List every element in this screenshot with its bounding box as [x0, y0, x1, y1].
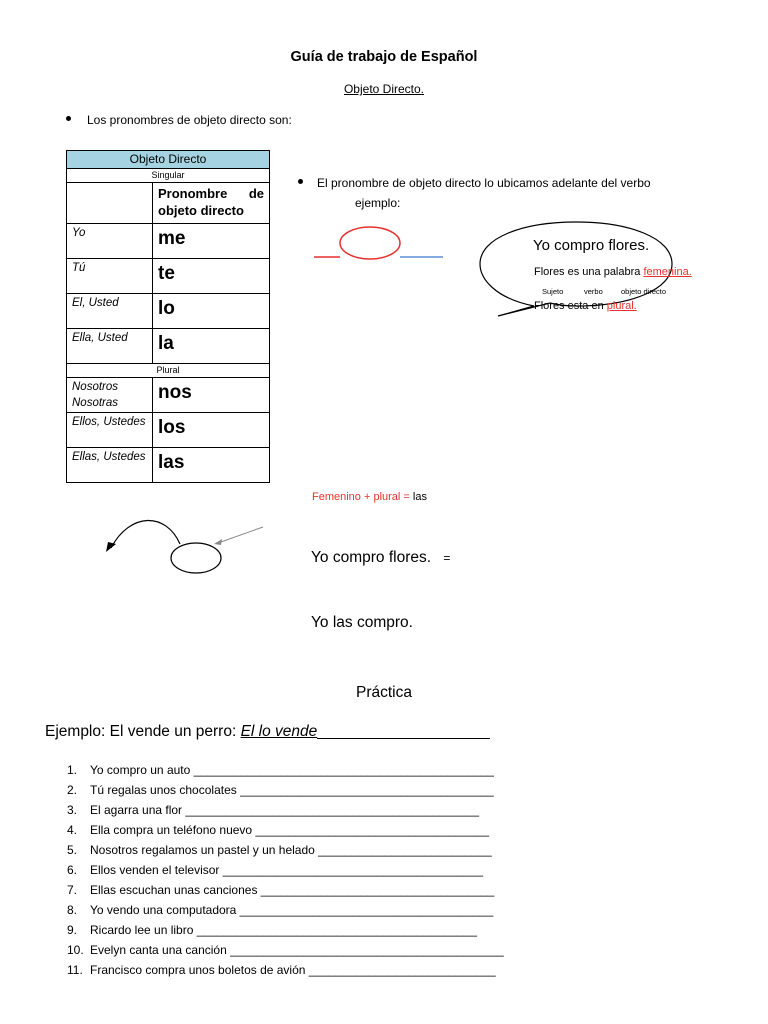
- exercise-item: [67, 840, 504, 860]
- table-row: [67, 413, 270, 448]
- table-empty-cell: [67, 183, 153, 224]
- rule-result: las: [412, 491, 427, 503]
- exercise-number: 8.: [67, 903, 78, 917]
- pronoun-cell: te: [153, 259, 270, 294]
- exercise-text: Ellas escuchan unas canciones ___________________________________: [90, 883, 495, 897]
- exercise-number: 3.: [67, 803, 78, 817]
- exercise-list: [67, 760, 504, 980]
- placement-example-label: ejemplo:: [355, 196, 401, 210]
- bubble-line1: [534, 266, 692, 278]
- bullet-icon: [66, 116, 71, 121]
- arrowhead-icon: [106, 542, 116, 552]
- subject-cell: Nosotros Nosotras: [67, 378, 153, 413]
- exercise-item: [67, 880, 504, 900]
- exercise-number: 9.: [67, 923, 78, 937]
- exercise-text: Francisco compra unos boletos de avión ____________________________: [90, 963, 496, 977]
- table-row: [67, 294, 270, 329]
- table-row: [67, 378, 270, 413]
- exercise-item: [67, 820, 504, 840]
- bubble-line2-text: Flores esta en: [534, 300, 607, 312]
- pronoun-cell: las: [153, 448, 270, 483]
- pronoun-cell: lo: [153, 294, 270, 329]
- exercise-number: 11.: [67, 963, 83, 977]
- exercise-number: 5.: [67, 843, 78, 857]
- pronoun-move-diagram: [100, 512, 270, 578]
- placement-bullet: [298, 176, 651, 190]
- exercise-number: 2.: [67, 783, 78, 797]
- exercise-number: 6.: [67, 863, 78, 877]
- subject-cell: Ellos, Ustedes: [67, 413, 153, 448]
- table-row: [67, 259, 270, 294]
- exercise-item: [67, 900, 504, 920]
- page-subtitle: Objeto Directo.: [343, 82, 425, 96]
- exercise-item: [67, 760, 504, 780]
- model-answer: El lo vende: [240, 723, 318, 740]
- subject-cell: Tú: [67, 259, 153, 294]
- equals-sign: =: [443, 551, 451, 565]
- bubble-sentence: Yo compro flores.: [533, 237, 650, 254]
- plural-label: Plural: [67, 364, 270, 378]
- exercise-text: Evelyn canta una canción _________________________________________: [90, 943, 504, 957]
- pronoun-table: [66, 150, 270, 483]
- pronoun-cell: me: [153, 224, 270, 259]
- placement-bullet-text: El pronombre de objeto directo lo ubicamos adelante del verbo: [317, 176, 651, 190]
- table-header: Objeto Directo: [67, 151, 270, 169]
- exercise-text: Ricardo lee un libro __________________________________________: [90, 923, 478, 937]
- exercise-item: [67, 920, 504, 940]
- subject-cell: Ellas, Ustedes: [67, 448, 153, 483]
- table-row: [67, 329, 270, 364]
- bubble-line2: [534, 300, 637, 312]
- table-row: [67, 224, 270, 259]
- bubble-line1-highlight: femenina.: [643, 266, 692, 278]
- exercise-item: [67, 940, 504, 960]
- intro-bullet: [66, 113, 292, 127]
- rule-highlight: Femenino + plural =: [312, 491, 410, 503]
- exercise-text: Yo vendo una computadora ______________________________________: [90, 903, 494, 917]
- practice-title: Práctica: [356, 684, 412, 701]
- exercise-number: 4.: [67, 823, 78, 837]
- pronoun-cell: nos: [153, 378, 270, 413]
- example-sentence-text: Yo compro flores.: [311, 549, 432, 566]
- exercise-item: [67, 960, 504, 980]
- exercise-text: Ellos venden el televisor _______________________________________: [90, 863, 484, 877]
- exercise-number: 7.: [67, 883, 78, 897]
- intro-bullet-text: Los pronombres de objeto directo son:: [87, 113, 292, 127]
- pointer-arrow: [218, 527, 263, 543]
- exercise-item: [67, 860, 504, 880]
- bullet-icon: [298, 179, 303, 184]
- exercise-text: Yo compro un auto _____________________________________________: [90, 763, 494, 777]
- exercise-item: [67, 800, 504, 820]
- subject-cell: Yo: [67, 224, 153, 259]
- singular-label: Singular: [67, 169, 270, 183]
- subject-cell: El, Usted: [67, 294, 153, 329]
- model-prefix: Ejemplo: El vende un perro:: [45, 723, 241, 740]
- pronoun-cell: los: [153, 413, 270, 448]
- bubble-line2-highlight: plural.: [606, 300, 637, 312]
- curved-arrow: [111, 520, 180, 548]
- bubble-label-verb: verbo: [584, 287, 603, 296]
- model-blank: ____________________: [317, 723, 490, 740]
- exercise-text: Tú regalas unos chocolates ______________________________________: [90, 783, 494, 797]
- pointer-arrowhead-icon: [214, 539, 222, 545]
- model-example: [45, 723, 490, 741]
- bubble-label-subject: Sujeto: [542, 287, 564, 296]
- bubble-line1-text: Flores es una palabra: [534, 266, 644, 278]
- gender-number-rule: [312, 491, 427, 503]
- exercise-text: Nosotros regalamos un pastel y un helado __________________________: [90, 843, 492, 857]
- pronoun-cell: la: [153, 329, 270, 364]
- pronoun-oval: [171, 543, 221, 573]
- exercise-number: 10.: [67, 943, 84, 957]
- exercise-text: El agarra una flor ____________________________________________: [90, 803, 480, 817]
- sentence-diagram: [310, 222, 450, 264]
- verb-oval: [340, 227, 400, 259]
- page-title: Guía de trabajo de Español: [290, 49, 478, 65]
- exercise-number: 1.: [67, 763, 78, 777]
- exercise-text: Ella compra un teléfono nuevo ___________________________________: [90, 823, 490, 837]
- example-sentence: [311, 549, 450, 567]
- pronoun-column-header: Pronombre de objeto directo: [153, 183, 270, 224]
- bubble-label-object: objeto directo: [621, 287, 667, 296]
- example-result: Yo las compro.: [311, 614, 413, 631]
- table-row: [67, 448, 270, 483]
- exercise-item: [67, 780, 504, 800]
- subject-cell: Ella, Usted: [67, 329, 153, 364]
